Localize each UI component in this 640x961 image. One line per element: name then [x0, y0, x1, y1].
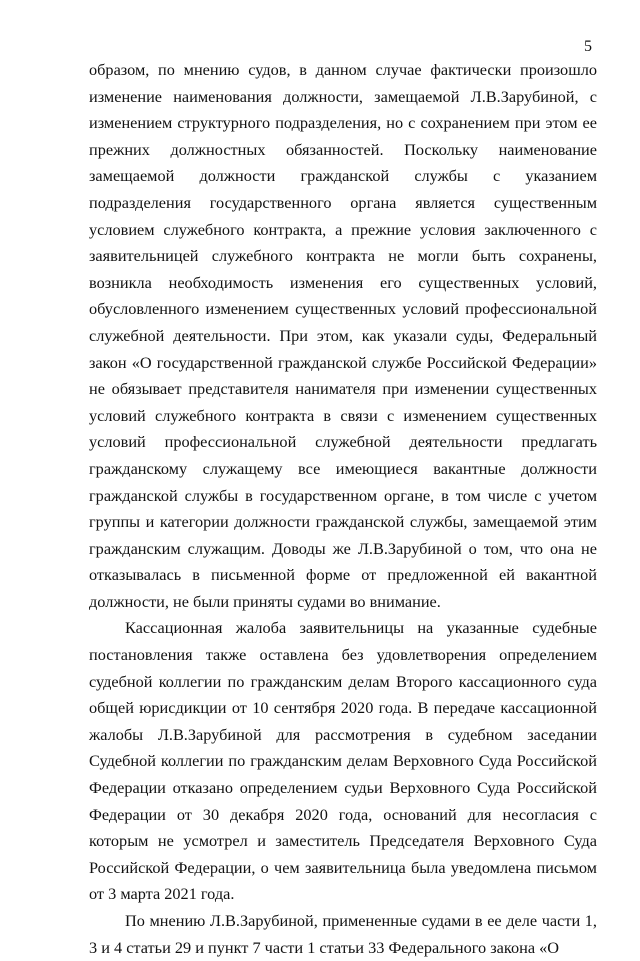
- paragraph-court-reasoning: образом, по мнению судов, в данном случае фактически произошло изменение наименования должности, замещаемой Л.В.Зарубиной, с изменением структурного подразделения, но с сохранением при этом ее прежних должностных обязанностей. Поскольку наименование замещаемой должности гражданской службы с указанием подразделения государственного органа является существенным условием служебного контракта, а прежние условия заключенного с заявительницей служебного контракта не могли быть сохранены, возникла необходимость изменения его существенных условий, обусловленного изменением существенных условий профессиональной служебной деятельности. При этом, как указали суды, Федеральный закон «О государственной гражданской службе Российской Федерации» не обязывает представителя нанимателя при изменении существенных условий служебного контракта в связи с изменением существенных условий профессиональной служебной деятельности предлагать гражданскому служащему все имеющиеся вакантные должности гражданской службы в государственном органе, в том числе с учетом группы и категории должности гражданской службы, замещаемой этим гражданским служащим. Доводы же Л.В.Зарубиной о том, что она не отказывалась в письменной форме от предложенной ей вакантной должности, не были приняты судами во внимание.: [89, 60, 597, 611]
- paragraph-cassation-appeal: Кассационная жалоба заявительницы на указанные судебные постановления также оставлена без удовлетворения определением судебной коллегии по гражданским делам Второго кассационного суда общей юрисдикции от 10 сентября 2020 года. В передаче кассационной жалобы Л.В.Зарубиной для рассмотрения в судебном заседании Судебной коллегии по гражданским делам Верховного Суда Российской Федерации отказано определением судьи Верховного Суда Российской Федерации от 30 декабря 2020 года, оснований для несогласия с которым не усмотрел и заместитель Председателя Верховного Суда Российской Федерации, о чем заявительница была уведомлена письмом от 3 марта 2021 года.: [89, 618, 597, 904]
- page-number: 5: [584, 38, 592, 55]
- document-body: [89, 57, 597, 961]
- paragraph-applicant-opinion: По мнению Л.В.Зарубиной, примененные судами в ее деле части 1, 3 и 4 статьи 29 и пункт 7 части 1 статьи 33 Федерального закона «О: [89, 911, 597, 957]
